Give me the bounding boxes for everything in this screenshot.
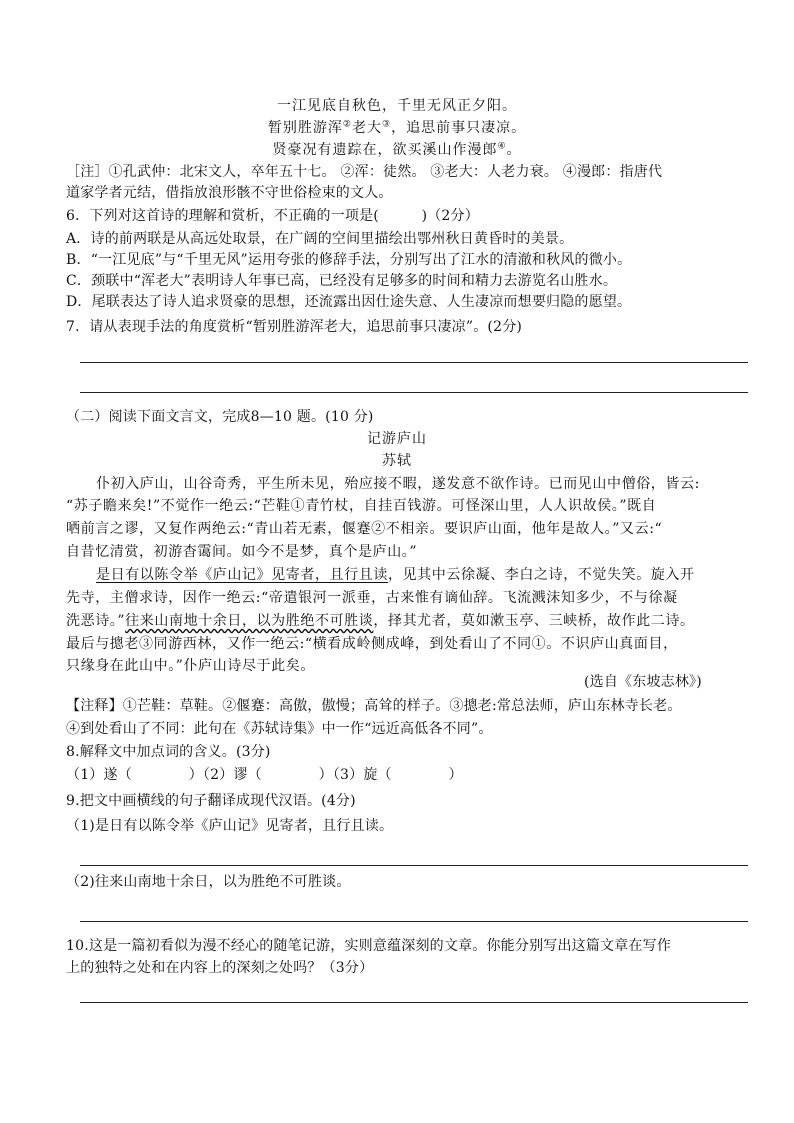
- question-8-stem: 8.解释文中加点词的含义。(3分): [66, 744, 271, 760]
- poem-note-ref-2: ②: [342, 119, 352, 130]
- passage-p2-line-4: 最后与摠老③同游西林，又作一绝云:“横看成岭侧成峰，到处看山了不同①。不识庐山真面目，: [66, 636, 678, 652]
- poem-line-3: [0, 141, 794, 159]
- underlined-sentence-1: 是日有以陈令举《庐山记》见寄者，且行且读: [96, 567, 388, 583]
- question-8-items[interactable]: （1）遂（ ）（2）谬（ ）（3）旋（ ）: [66, 767, 463, 783]
- poem-note-ref-4: ④: [497, 141, 507, 152]
- poem-line-2-part-a: 暂别胜游浑: [267, 120, 343, 136]
- poem-line-2-part-c: ，追思前事只凄凉。: [391, 120, 527, 136]
- answer-line-q10[interactable]: [80, 1002, 748, 1003]
- underlined-sentence-2: 往来山南地十余日，以为胜绝不可胜谈: [125, 613, 374, 629]
- question-7-stem: 7．请从表现手法的角度赏析“暂别胜游浑老大，追思前事只凄凉”。(2分): [66, 319, 523, 335]
- answer-line-q7-1[interactable]: [80, 362, 748, 363]
- passage-p1-line-2: “苏子瞻来矣!”不觉作一绝云:“芒鞋①青竹杖，自挂百钱游。可怪深山里，人人识故侯。”既自: [66, 498, 657, 514]
- passage-note-line-1: 【注释】①芒鞋：草鞋。②偃蹇：高傲，傲慢；高耸的样子。③摠老:常总法师，庐山东林寺长老。: [66, 698, 682, 714]
- poem-note-ref-3: ③: [382, 119, 392, 130]
- poem-line-2-part-b: 老大: [352, 120, 382, 136]
- question-10-line-1: 10.这是一篇初看似为漫不经心的随笔记游，实则意蕴深刻的文章。你能分别写出这篇文章在写作: [66, 938, 672, 954]
- question-6-option-c: C．颈联中“浑老大”表明诗人年事已高，已经没有足够多的时间和精力去游览名山胜水。: [66, 273, 618, 289]
- poem-note-line-1: ［注］①孔武仲：北宋文人，卒年五十七。 ②浑：徒然。 ③老大：人老力衰。 ④漫郎：指唐代: [66, 164, 663, 180]
- question-6-option-d: D．尾联表达了诗人追求贤豪的思想，还流露出因仕途失意、人生凄凉而想要归隐的愿望。: [66, 294, 632, 310]
- passage-note-line-2: ④到处看山了不同：此句在《苏轼诗集》中一作“远近高低各不同”。: [66, 721, 493, 737]
- passage-p1-line-4: 自昔忆清赏，初游杳霭间。如今不是梦，真个是庐山。”: [66, 544, 418, 560]
- section-2-heading: （二）阅读下面文言文，完成8—10 题。(10 分): [66, 409, 374, 425]
- passage-p2-line-3-start: 洗恶诗。”: [66, 613, 126, 629]
- question-6-option-b: B．“一江见底”与“千里无风”运用夸张的修辞手法，分别写出了江水的清澈和秋风的微小。: [66, 252, 632, 268]
- question-10-line-2: 上的独特之处和在内容上的深刻之处吗？（3分）: [66, 960, 374, 976]
- question-6-stem: 6．下列对这首诗的理解和赏析，不正确的一项是( )（2分）: [66, 208, 479, 224]
- passage-p2-line-3-rest: ，择其尤者，莫如漱玉亭、三峡桥，故作此二诗。: [373, 613, 695, 629]
- answer-line-q9-2[interactable]: [80, 921, 748, 922]
- passage-p2-line-2: 先寺，主僧求诗，因作一绝云:“帝遣银河一派垂，古来惟有谪仙辞。飞流溅沫知多少，不与徐凝: [66, 590, 678, 606]
- poem-line-2: [0, 119, 794, 137]
- passage-title: 记游庐山: [367, 431, 427, 447]
- passage-author: 苏轼: [382, 453, 412, 469]
- answer-line-q9-1[interactable]: [80, 865, 748, 866]
- poem-note-line-2: 道家学者元结，借指放浪形骸不守世俗检束的文人。: [66, 185, 393, 201]
- poem-line-1: 一江见底自秋色，千里无风正夕阳。: [277, 98, 517, 114]
- passage-source: (选自《东坡志林》): [584, 674, 702, 690]
- passage-p1-line-1: 仆初入庐山，山谷奇秀，平生所未见，殆应接不暇，遂发意不欲作诗。已而见山中僧俗，皆云:: [96, 476, 700, 492]
- answer-line-q7-2[interactable]: [80, 392, 748, 393]
- question-6-option-a: A．诗的前两联是从高远处取景，在广阔的空间里描绘出鄂州秋日黄昏时的美景。: [66, 231, 574, 247]
- passage-p2-line-5: 只缘身在此山中。”仆庐山诗尽于此矣。: [66, 658, 315, 674]
- question-9-item-2: （2)往来山南地十余日，以为胜绝不可胜谈。: [66, 874, 351, 890]
- question-9-stem: 9.把文中画横线的句子翻译成现代汉语。(4分): [66, 793, 356, 809]
- passage-p1-line-3: 哂前言之谬，又复作两绝云:“青山若无素，偃蹇②不相亲。要识庐山面，他年是故人。”又云:“: [66, 521, 663, 537]
- passage-p2-line-1-rest: ，见其中云徐凝、李白之诗，不觉失笑。旋入开: [388, 567, 695, 583]
- passage-p2-line-3: [66, 612, 695, 630]
- poem-line-3-part-a: 贤豪况有遗踪在，欲买溪山作漫郎: [272, 142, 498, 158]
- question-9-item-1: （1)是日有以陈令举《庐山记》见寄者，且行且读。: [66, 818, 394, 834]
- passage-p2-line-1: [96, 566, 695, 584]
- poem-line-3-part-b: 。: [506, 142, 522, 158]
